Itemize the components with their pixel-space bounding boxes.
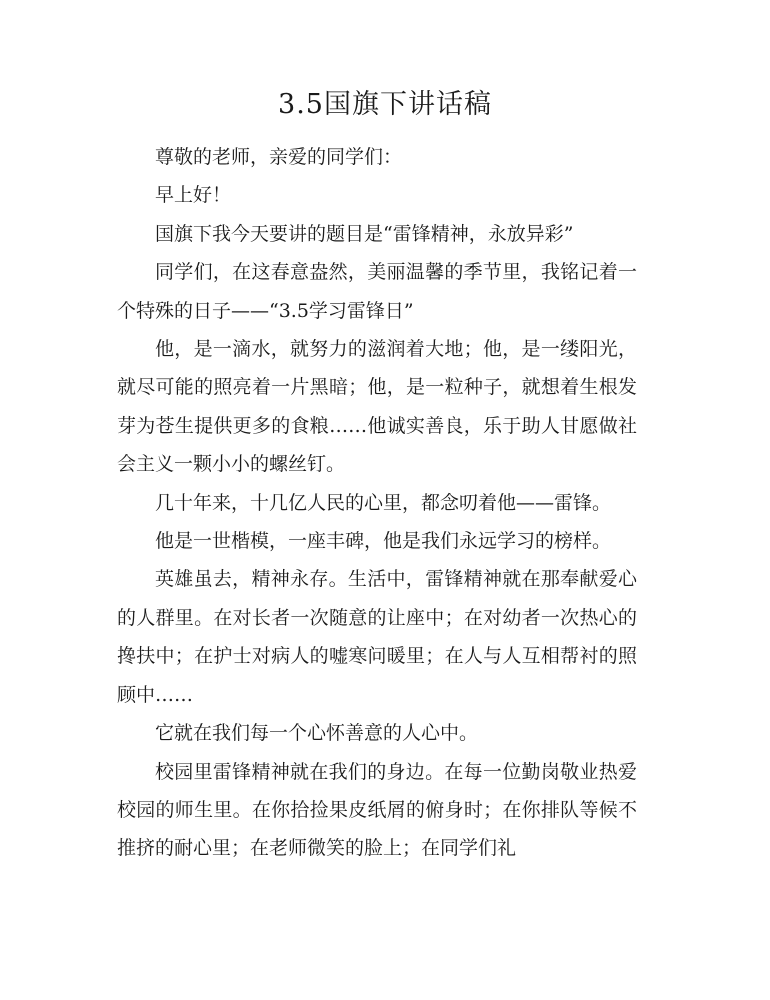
paragraph-role-model: 他是一世楷模，一座丰碑，他是我们永远学习的榜样。: [155, 530, 612, 553]
paragraph-water-drop: 他，是一滴水，就努力的滋润着大地；他，是一缕阳光，就尽可能的照亮着一片黑暗；他，是一粒种子，就想着生根发芽为苍生提供更多的食粮……他诚实善良，乐于助人甘愿做社会主义一颗小小的螺丝钉。: [117, 338, 637, 476]
paragraph-campus: 校园里雷锋精神就在我们的身边。在每一位勤岗敬业热爱校园的师生里。在你拾捡果皮纸屑的俯身时；在你排队等候不推挤的耐心里；在老师微笑的脸上；在同学们礼: [117, 760, 637, 860]
paragraph-decades: 几十年来，十几亿人民的心里，都念叨着他——雷锋。: [155, 491, 612, 514]
document-title: 3.5国旗下讲话稿: [278, 89, 492, 120]
paragraph-hero-spirit: 英雄虽去，精神永存。生活中，雷锋精神就在那奉献爱心的人群里。在对长者一次随意的让座中；在对幼者一次热心的搀扶中；在护士对病人的嘘寒问暖里；在人与人互相帮衬的照顾中……: [117, 568, 637, 706]
paragraph-kind-hearts: 它就在我们每一个心怀善意的人心中。: [155, 722, 479, 745]
paragraph-good-morning: 早上好！: [155, 184, 232, 207]
document-body: [117, 138, 637, 868]
paragraph-special-day: 同学们，在这春意盎然，美丽温馨的季节里，我铭记着一个特殊的日子——“3.5学习雷锋日”: [117, 261, 637, 322]
paragraph-greeting: 尊敬的老师，亲爱的同学们：: [155, 146, 403, 168]
paragraph-topic: 国旗下我今天要讲的题目是“雷锋精神，永放异彩”: [155, 222, 574, 245]
